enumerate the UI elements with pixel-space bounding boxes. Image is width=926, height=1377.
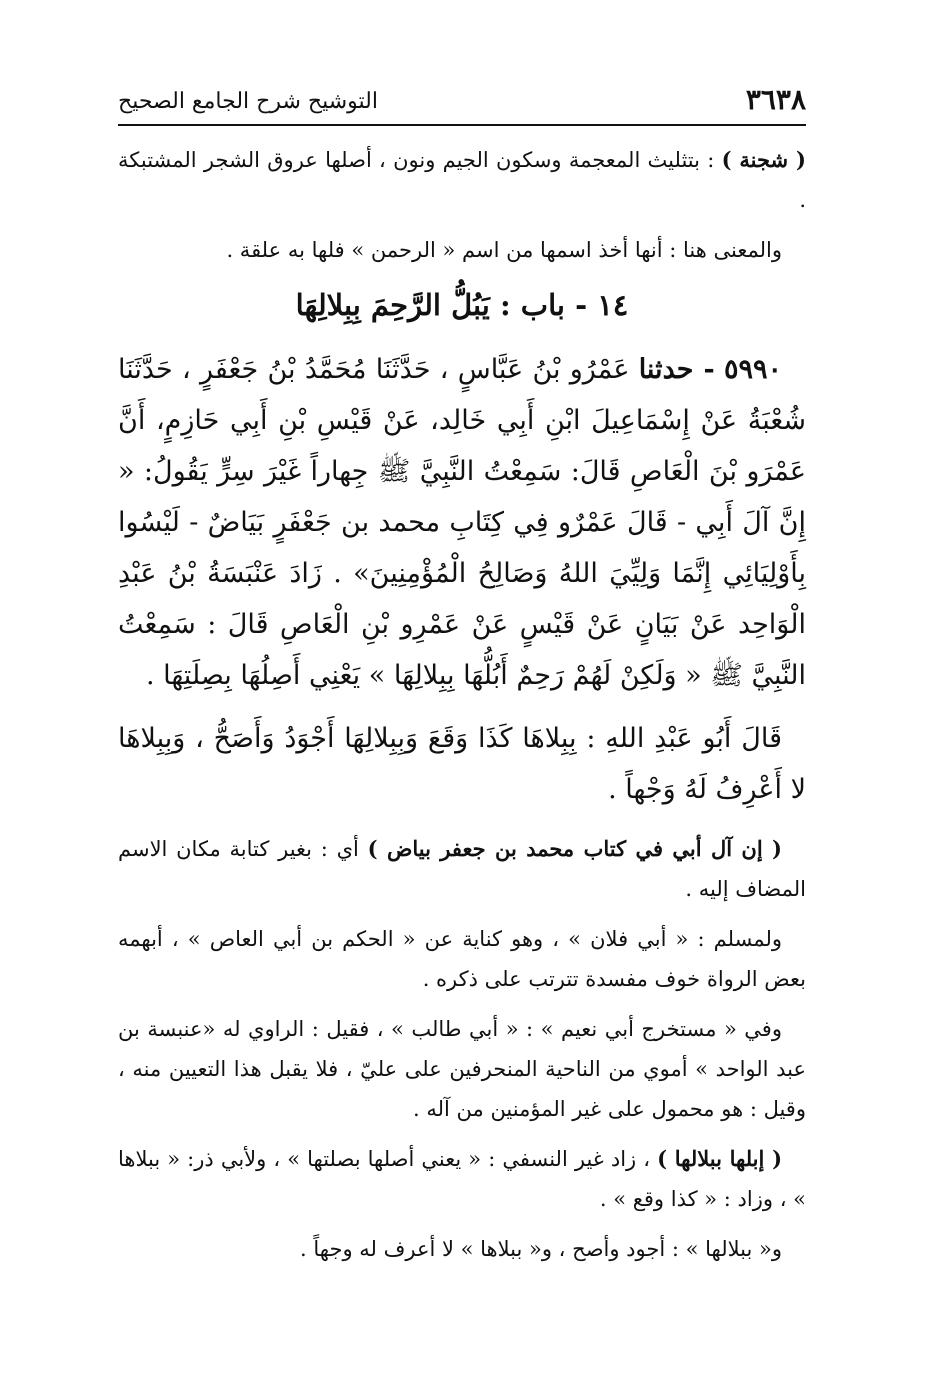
note-term: ( شجنة ) bbox=[721, 147, 806, 172]
note-iblaha bbox=[118, 1139, 806, 1219]
chapter-heading: ١٤ - باب : يَبُلُّ الرَّحِمَ بِبِلالِهَا bbox=[295, 288, 629, 322]
running-title: التوشيح شرح الجامع الصحيح bbox=[118, 89, 378, 114]
note-bilaliha: و« ببلالها » : أجود وأصح ، و« ببلاها » لا أعرف له وجهاً . bbox=[300, 1237, 782, 1261]
note-empty-space bbox=[118, 829, 806, 909]
hadith-number: ٥٩٩٠ bbox=[724, 354, 783, 385]
note-text: ، زاد غير النسفي : « يعني أصلها بصلتها » ، ولأبي ذر: « ببلاها » ، وزاد : « كذا وقع » . bbox=[118, 1147, 806, 1211]
note-muslim: ولمسلم : « أبي فلان » ، وهو كناية عن « الحكم بن أبي العاص » ، أبهمه بعض الرواة خوف مفسدة تترتب على ذكره . bbox=[118, 927, 806, 991]
note-shajna bbox=[118, 140, 806, 220]
page-header bbox=[118, 80, 806, 126]
hadith-body: عَمْرُو بْنُ عَبَّاسٍ ، حَدَّثَنَا مُحَمَّدُ بْنُ جَعْفَرٍ ، حَدَّثَنَا شُعْبَةُ عَنْ إِسْمَاعِيلَ ابْنِ أَبِي خَالِد، عَنْ قَيْسِ بْنِ أَبِي حَازِمٍ، أَنَّ عَمْرَو بْنَ الْعَاصِ قَالَ: سَمِعْتُ النَّبِيَّ ﷺ جِهاراً غَيْرَ سِرٍّ يَقُولُ: « إِنَّ آلَ أَبِي - قَالَ عَمْرٌو فِي كِتَابِ محمد بن جَعْفَرٍ بَيَاضٌ - لَيْسُوا بِأَوْلِيَائِي إِنَّمَا وَلِيِّيَ اللهُ وَصَالِحُ الْمُؤْمِنِينَ» . زَادَ عَنْبَسَةُ بْنُ عَبْدِ الْوَاحِد عَنْ بَيَانٍ عَنْ قَيْسٍ عَنْ عَمْرِو بْنِ الْعَاصِ قَالَ : سَمِعْتُ النَّبِيَّ ﷺ « وَلَكِنْ لَهُمْ رَحِمٌ أَبُلُّهَا بِبِلالِهَا » يَعْنِي أَصِلُهَا بِصِلَتِهَا . bbox=[118, 354, 806, 691]
note-abu-nuaym: وفي « مستخرج أبي نعيم » : « أبي طالب » ، فقيل : الراوي له «عنبسة بن عبد الواحد » أموي من الناحية المنحرفين على عليّ ، فلا يقبل هذا التعيين منه ، وقيل : هو محمول على غير المؤمنين من آله . bbox=[118, 1017, 806, 1121]
hadith-lead: - حدثنا bbox=[638, 354, 715, 385]
author-comment: قَالَ أَبُو عَبْدِ اللهِ : بِبِلاهَا كَذَا وَقَعَ وَبِبِلالِهَا أَجْوَدُ وَأَصَحُّ ، وَبِبِلاهَا لا أَعْرِفُ لَهُ وَجْهاً . bbox=[118, 723, 806, 805]
note-term: ( إبلها ببلالها ) bbox=[657, 1146, 783, 1171]
note-text: أي : بغير كتابة مكان الاسم المضاف إليه . bbox=[118, 837, 806, 901]
note-text: : بتثليث المعجمة وسكون الجيم ونون ، أصلها عروق الشجر المشتبكة . bbox=[118, 148, 806, 212]
page-number: ٣٦٣٨ bbox=[745, 83, 806, 116]
note-meaning: والمعنى هنا : أنها أخذ اسمها من اسم « الرحمن » فلها به علقة . bbox=[226, 238, 782, 262]
note-term: ( إن آل أبي في كتاب محمد بن جعفر بياض ) bbox=[367, 836, 782, 861]
page-content bbox=[118, 140, 806, 1279]
hadith-text bbox=[118, 344, 806, 701]
